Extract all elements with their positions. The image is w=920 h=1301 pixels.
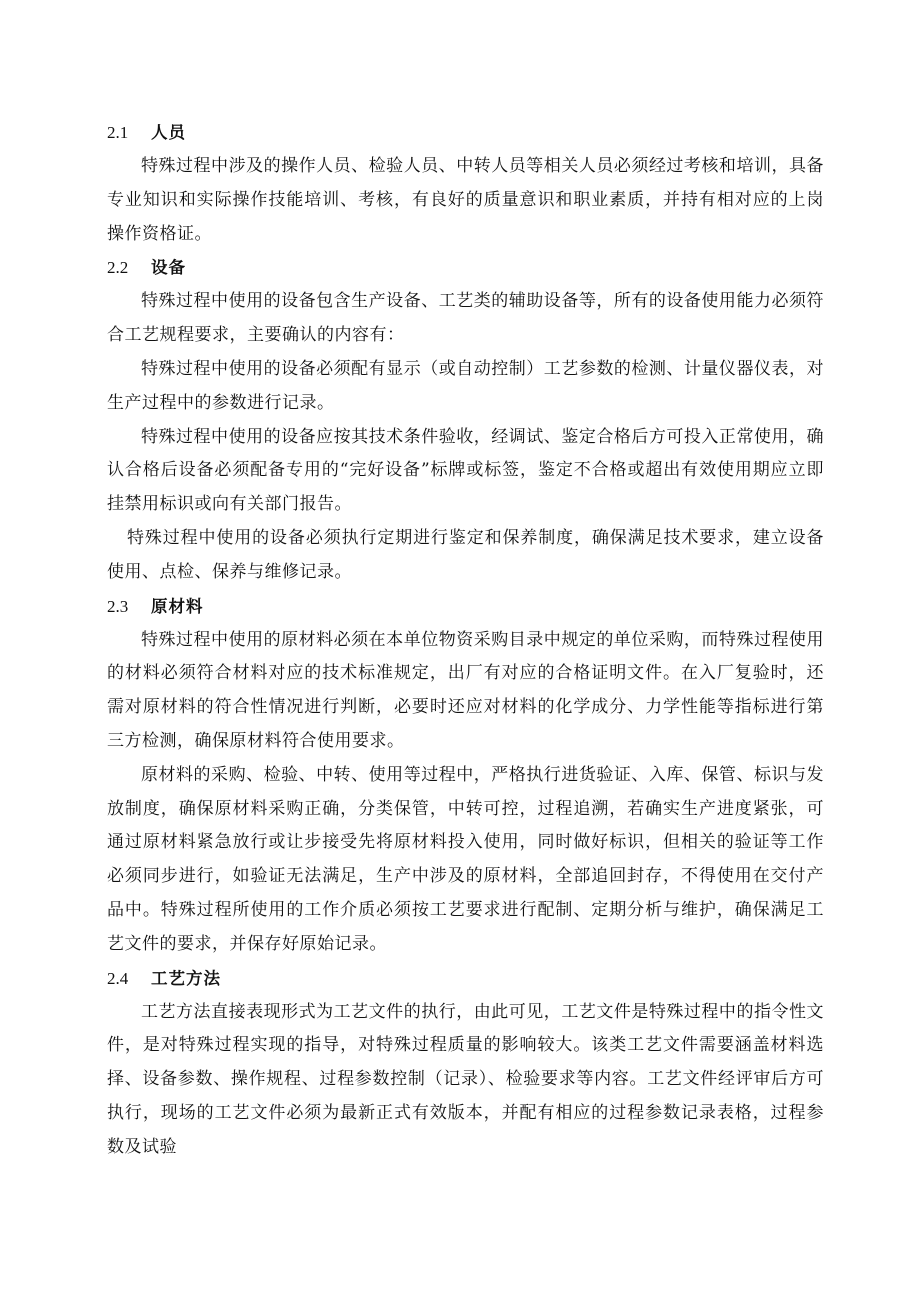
paragraph: 原材料的采购、检验、中转、使用等过程中，严格执行进货验证、入库、保管、标识与发放制度，确保原材料采购正确，分类保管，中转可控，过程追溯，若确实生产进度紧张，可通过原材料紧急放行或让步接受先将原材料投入使用，同时做好标识，但相关的验证等工作必须同步进行，如验证无法满足，生产中涉及的原材料，全部追回封存，不得使用在交付产品中。特殊过程所使用的工作介质必须按工艺要求进行配制、定期分析与维护，确保满足工艺文件的要求，并保存好原始记录。 [107, 764, 824, 954]
section-heading-process-method [107, 962, 824, 996]
section-title: 人员 [151, 123, 186, 142]
section-title: 工艺方法 [151, 968, 221, 988]
paragraph: 特殊过程中使用的设备必须配有显示（或自动控制）工艺参数的检测、计量仪器仪表，对生产过程中的参数进行记录。 [107, 358, 824, 413]
section-title: 设备 [151, 258, 186, 278]
paragraph: 特殊过程中使用的设备必须执行定期进行鉴定和保养制度，确保满足技术要求，建立设备使用、点检、保养与维修记录。 [107, 527, 824, 582]
section-heading-personnel [107, 116, 824, 150]
section-number: 2.1 [107, 123, 129, 142]
section-title: 原材料 [151, 596, 204, 616]
section-heading-equipment [107, 251, 824, 285]
section-heading-raw-materials [107, 590, 824, 624]
paragraph: 特殊过程中使用的设备应按其技术条件验收，经调试、鉴定合格后方可投入正常使用，确认合格后设备必须配备专用的“完好设备”标牌或标签，鉴定不合格或超出有效使用期应立即挂禁用标识或向有关部门报告。 [107, 426, 824, 515]
paragraph: 特殊过程中使用的原材料必须在本单位物资采购目录中规定的单位采购，而特殊过程使用的材料必须符合材料对应的技术标准规定，出厂有对应的合格证明文件。在入厂复验时，还需对原材料的符合性情况进行判断，必要时还应对材料的化学成分、力学性能等指标进行第三方检测，确保原材料符合使用要求。 [107, 629, 824, 751]
section-number: 2.3 [107, 596, 129, 616]
paragraph: 特殊过程中涉及的操作人员、检验人员、中转人员等相关人员必须经过考核和培训，具备专业知识和实际操作技能培训、考核，有良好的质量意识和职业素质，并持有相对应的上岗操作资格证。 [107, 156, 824, 244]
paragraph: 工艺方法直接表现形式为工艺文件的执行，由此可见，工艺文件是特殊过程中的指令性文件，是对特殊过程实现的指导，对特殊过程质量的影响较大。该类工艺文件需要涵盖材料选择、设备参数、操作规程、过程参数控制（记录）、检验要求等内容。工艺文件经评审后方可执行，现场的工艺文件必须为最新正式有效版本，并配有相应的过程参数记录表格，过程参数及试验 [107, 1001, 824, 1157]
paragraph: 特殊过程中使用的设备包含生产设备、工艺类的辅助设备等，所有的设备使用能力必须符合工艺规程要求，主要确认的内容有： [107, 291, 824, 346]
section-number: 2.2 [107, 258, 129, 278]
section-number: 2.4 [107, 968, 129, 988]
